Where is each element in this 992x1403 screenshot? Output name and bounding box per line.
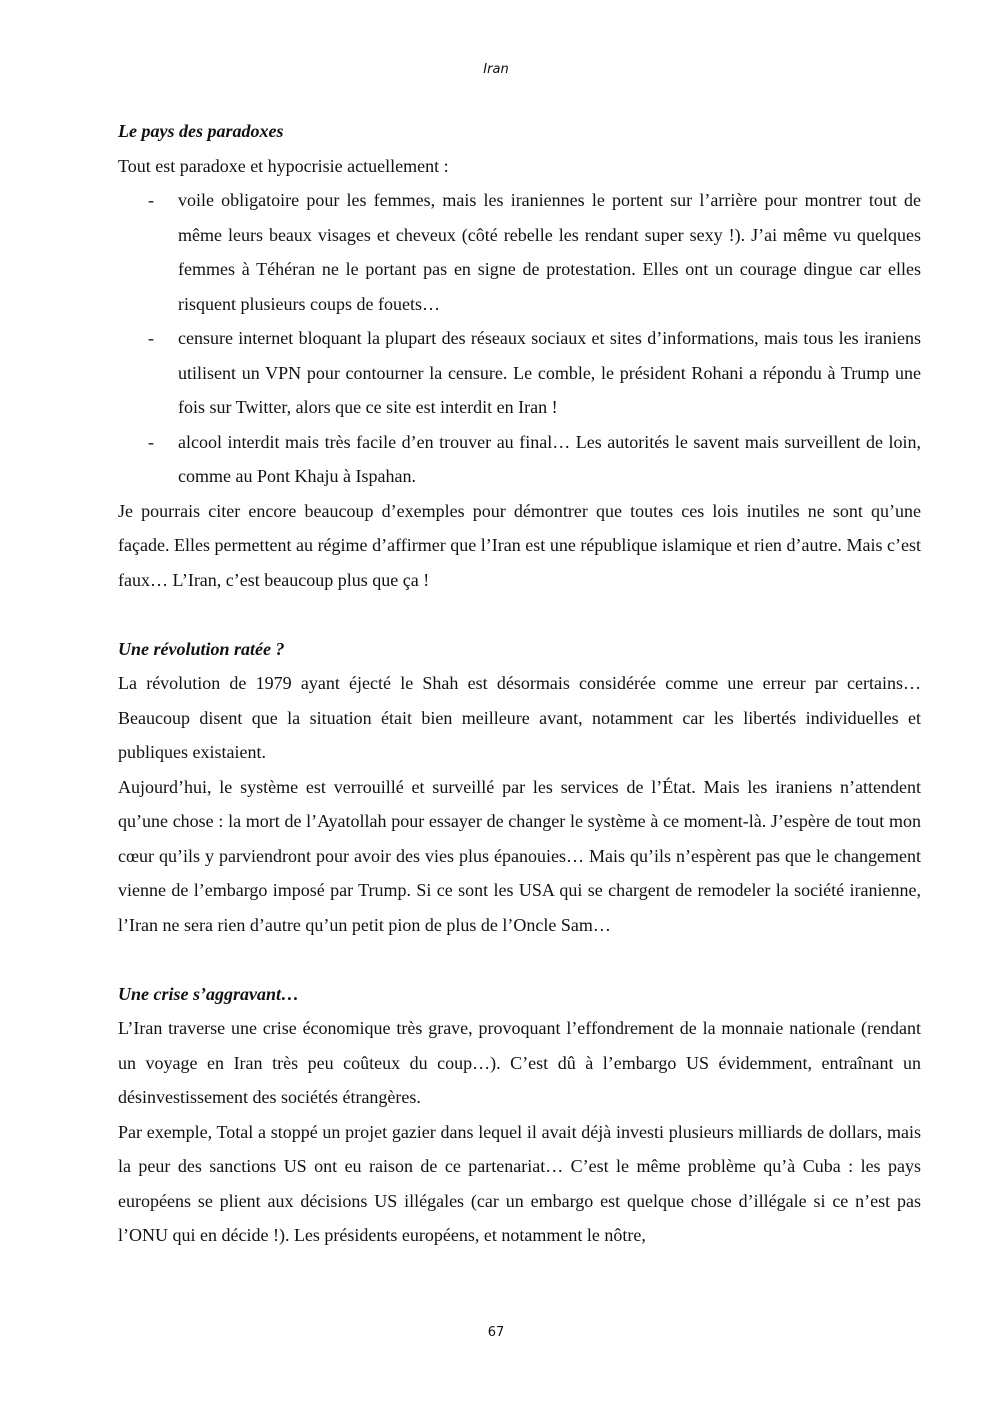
bullet-item [118,321,921,425]
bullet-text: voile obligatoire pour les femmes, mais les iraniennes le portent sur l’arrière pour montrer tout de même leurs beaux visages et cheveux (côté rebelle les rendant super sexy !). J’ai même vu quelques femmes à Téhéran ne le portant pas en signe de protestation. Elles ont un courage dingue car elles risquent plusieurs coups de fouets… [178,190,921,314]
section-revolution [118,632,921,943]
paragraph: La révolution de 1979 ayant éjecté le Shah est désormais considérée comme une erreur par certains… Beaucoup disent que la situation était bien meilleure avant, notamment car les libertés individuelles et publiques existaient. [118,673,921,762]
bullet-list [118,183,921,494]
section-paradoxes [118,114,921,597]
paragraph: Aujourd’hui, le système est verrouillé et surveillé par les services de l’État. Mais les iraniens n’attendent qu’une chose : la mort de l’Ayatollah pour essayer de changer le système à ce moment-là. J’espère de tout mon cœur qu’ils y parviendront pour avoir des vies plus épanouies… Mais qu’ils n’espèrent pas que le changement vienne de l’embargo imposé par Trump. Si ce sont les USA qui se chargent de remodeler la société iranienne, l’Iran ne sera rien d’autre qu’un petit pion de plus de l’Oncle Sam… [118,776,921,935]
bullet-text: alcool interdit mais très facile d’en trouver au final… Les autorités le savent mais surveillent de loin, comme au Pont Khaju à Ispahan. [178,431,921,486]
paragraph: Par exemple, Total a stoppé un projet gazier dans lequel il avait déjà investi plusieurs milliards de dollars, mais la peur des sanctions US ont eu raison de ce partenariat… C’est le même problème qu’à Cuba : les pays européens se plient aux décisions US illégales (car un embargo est quelque chose d’illégale si ce n’est pas l’ONU qui en décide !). Les présidents européens, et notamment le nôtre, [118,1121,921,1245]
bullet-item [118,183,921,321]
section-crise [118,977,921,1253]
bullet-item [118,425,921,494]
section-spacer [118,597,921,632]
page-number: 67 [487,1325,505,1340]
section-heading: Le pays des paradoxes [118,121,284,141]
section-intro: Tout est paradoxe et hypocrisie actuellement : [118,155,449,176]
bullet-text: censure internet bloquant la plupart des réseaux sociaux et sites d’informations, mais tous les iraniens utilisent un VPN pour contourner la censure. Le comble, le président Rohani a répondu à Trump une fois sur Twitter, alors que ce site est interdit en Iran ! [178,328,921,417]
bullet-marker: - [148,328,154,348]
bullet-marker: - [148,431,154,452]
section-spacer [118,942,921,977]
paragraph: L’Iran traverse une crise économique très grave, provoquant l’effondrement de la monnaie nationale (rendant un voyage en Iran très peu coûteux du coup…). C’est dû à l’embargo US évidemment, entraînant un désinvestissement des sociétés étrangères. [118,1018,921,1107]
paragraph: Je pourrais citer encore beaucoup d’exemples pour démontrer que toutes ces lois inutiles ne sont qu’une façade. Elles permettent au régime d’affirmer que l’Iran est une république islamique et rien d’autre. Mais c’est faux… L’Iran, c’est beaucoup plus que ça ! [118,500,921,590]
section-heading: Une révolution ratée ? [118,638,285,659]
page-body [118,114,921,1253]
section-heading: Une crise s’aggravant… [118,983,299,1004]
bullet-marker: - [148,190,154,210]
running-header: Iran [483,62,509,77]
